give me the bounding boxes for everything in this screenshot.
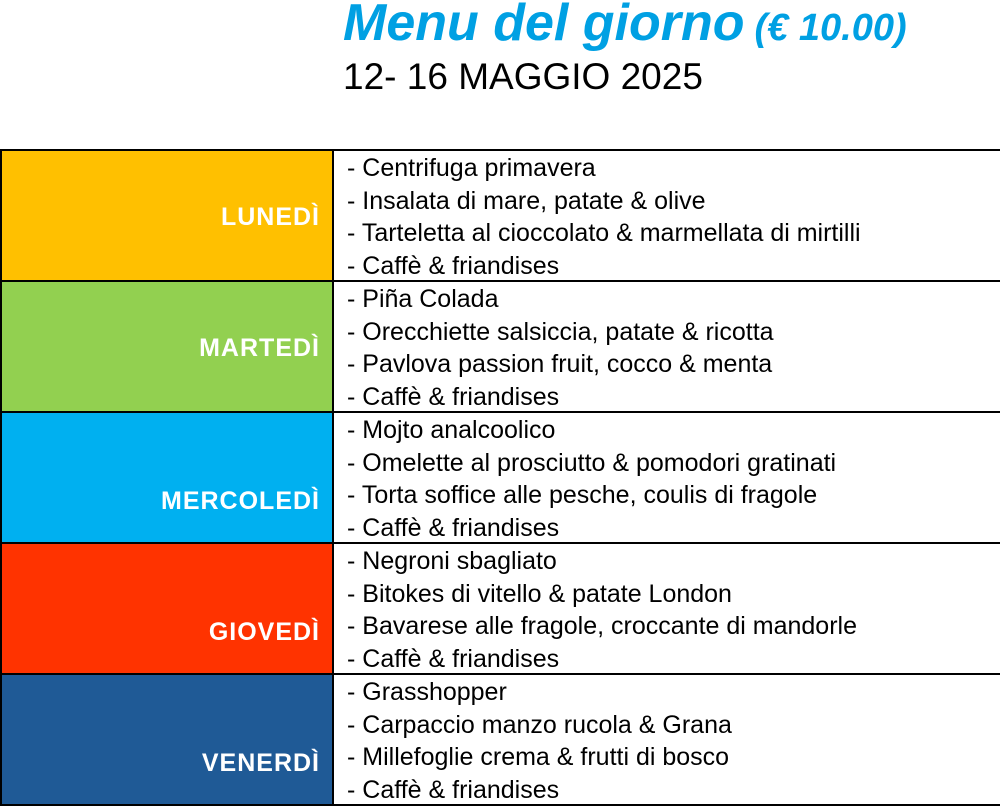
weekly-menu-table	[0, 149, 1000, 806]
page-title: Menu del giorno	[343, 0, 745, 52]
dish-item: - Orecchiette salsiccia, patate & ricotta	[347, 316, 1000, 349]
day-label-mercoledi: MERCOLEDÌ	[2, 413, 334, 542]
title-line	[343, 0, 907, 56]
dish-item: - Omelette al prosciutto & pomodori gratinati	[347, 447, 1000, 480]
dishes-venerdi	[334, 675, 1000, 804]
dish-item: - Mojto analcoolico	[347, 414, 1000, 447]
day-row-giovedi	[2, 544, 1000, 675]
dish-item: - Caffè & friandises	[347, 512, 1000, 545]
date-range: 12- 16 MAGGIO 2025	[343, 56, 907, 98]
day-row-lunedi	[2, 151, 1000, 282]
dish-item: - Bitokes di vitello & patate London	[347, 578, 1000, 611]
dishes-martedi	[334, 282, 1000, 411]
day-label-venerdi: VENERDÌ	[2, 675, 334, 804]
dish-item: - Caffè & friandises	[347, 774, 1000, 806]
dish-item: - Caffè & friandises	[347, 250, 1000, 283]
dish-item: - Negroni sbagliato	[347, 545, 1000, 578]
dish-item: - Millefoglie crema & frutti di bosco	[347, 741, 1000, 774]
dishes-lunedi	[334, 151, 1000, 280]
day-label-martedi: MARTEDÌ	[2, 282, 334, 411]
dish-item: - Caffè & friandises	[347, 381, 1000, 414]
menu-header	[343, 0, 907, 98]
day-label-lunedi: LUNEDÌ	[2, 151, 334, 280]
dishes-mercoledi	[334, 413, 1000, 542]
dish-item: - Grasshopper	[347, 676, 1000, 709]
dish-item: - Pavlova passion fruit, cocco & menta	[347, 348, 1000, 381]
dish-item: - Insalata di mare, patate & olive	[347, 185, 1000, 218]
dishes-giovedi	[334, 544, 1000, 673]
dish-item: - Torta soffice alle pesche, coulis di fragole	[347, 479, 1000, 512]
price-label: (€ 10.00)	[755, 7, 907, 49]
dish-item: - Piña Colada	[347, 283, 1000, 316]
day-row-martedi	[2, 282, 1000, 413]
dish-item: - Caffè & friandises	[347, 643, 1000, 676]
day-row-venerdi	[2, 675, 1000, 806]
dish-item: - Tarteletta al cioccolato & marmellata di mirtilli	[347, 217, 1000, 250]
dish-item: - Carpaccio manzo rucola & Grana	[347, 709, 1000, 742]
day-label-giovedi: GIOVEDÌ	[2, 544, 334, 673]
day-row-mercoledi	[2, 413, 1000, 544]
dish-item: - Bavarese alle fragole, croccante di mandorle	[347, 610, 1000, 643]
dish-item: - Centrifuga primavera	[347, 152, 1000, 185]
